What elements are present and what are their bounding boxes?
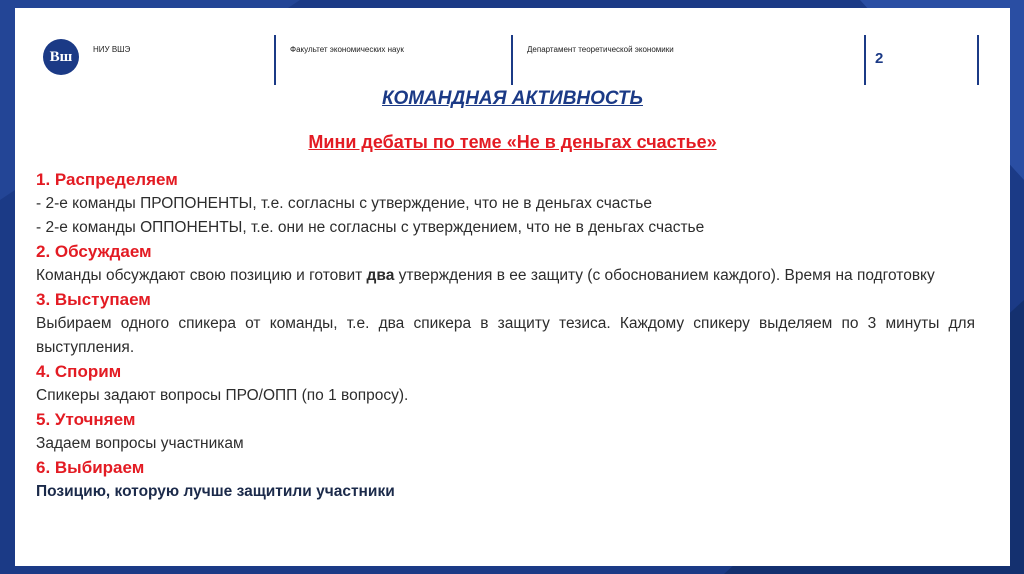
step-text-part: Команды обсуждают свою позицию и готовит	[36, 267, 367, 284]
step-text: Позицию, которую лучше защитили участники	[36, 483, 395, 500]
header-org: НИУ ВШЭ	[93, 45, 131, 54]
step-text: Спикеры задают вопросы ПРО/ОПП (по 1 вопросу).	[36, 387, 409, 404]
header-divider	[274, 35, 276, 85]
slide	[15, 8, 1010, 566]
step-heading: 4. Спорим	[36, 362, 122, 381]
step-text-bold: два	[366, 267, 395, 284]
step-heading: 6. Выбираем	[36, 458, 145, 477]
step-text: - 2-е команды ПРОПОНЕНТЫ, т.е. согласны с утверждение, что не в деньгах счастье	[36, 195, 652, 212]
step-text: Выбираем одного спикера от команды, т.е. два спикера в защиту тезиса. Каждому спикеру выделяем по 3 минуты для выступления.	[36, 315, 975, 356]
slide-title: КОМАНДНАЯ АКТИВНОСТЬ	[382, 88, 643, 109]
header-divider	[864, 35, 866, 85]
steps-list	[36, 168, 975, 504]
step-heading: 1. Распределяем	[36, 170, 178, 189]
header-department: Департамент теоретической экономики	[527, 45, 674, 54]
step-text	[36, 264, 975, 288]
step-text: - 2-е команды ОППОНЕНТЫ, т.е. они не согласны с утверждением, что не в деньгах счастье	[36, 219, 705, 236]
step-text: Задаем вопросы участникам	[36, 435, 244, 452]
header-divider	[511, 35, 513, 85]
step-text-part: утверждения в ее защиту (с обоснованием каждого). Время на подготовку	[394, 267, 935, 284]
slide-subtitle: Мини дебаты по теме «Не в деньгах счастье»	[308, 132, 717, 152]
step-heading: 5. Уточняем	[36, 410, 136, 429]
step-heading: 2. Обсуждаем	[36, 242, 152, 261]
header-faculty: Факультет экономических наук	[290, 45, 404, 54]
page-number: 2	[875, 50, 884, 67]
hse-logo: Вш	[43, 39, 79, 75]
header-divider	[977, 35, 979, 85]
step-heading: 3. Выступаем	[36, 290, 151, 309]
